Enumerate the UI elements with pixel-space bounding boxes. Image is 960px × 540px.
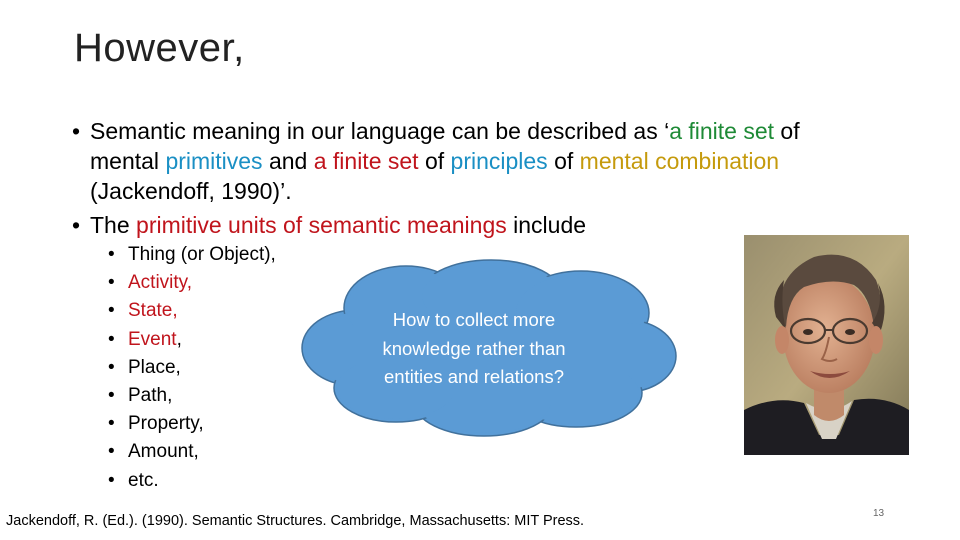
unit-label: Event	[128, 328, 177, 350]
highlight-finite-set: a finite set	[669, 118, 775, 144]
unit-label: Thing (or Object),	[128, 244, 276, 265]
bullet2-text-b: include	[506, 212, 587, 238]
page-number: 13	[873, 508, 885, 519]
slide-body	[70, 116, 900, 240]
highlight-primitives: primitives	[165, 148, 263, 174]
unit-label: etc.	[128, 469, 159, 491]
unit-list-item	[108, 269, 276, 297]
unit-list-item	[108, 382, 276, 410]
bullet2-text-a: The	[90, 212, 137, 238]
unit-list-item	[108, 438, 276, 466]
cloud-line: How to collect more	[392, 309, 556, 330]
bullet-dot: •	[72, 118, 81, 144]
bullet-dot: •	[108, 385, 115, 407]
highlight-principles: principles	[450, 148, 548, 174]
unit-label: Activity,	[128, 272, 193, 294]
bullet-dot: •	[108, 300, 115, 322]
cloud-line: knowledge rather than	[382, 337, 566, 359]
bullet-dot: •	[108, 469, 115, 491]
unit-list-item	[108, 241, 276, 269]
bullet-dot: •	[108, 413, 115, 435]
cloud-question	[336, 306, 612, 392]
bullet1-text-g: (Jackendoff, 1990)’.	[90, 178, 292, 204]
bullet-dot: •	[108, 244, 115, 265]
unit-list-item	[108, 410, 276, 438]
bullet-dot: •	[108, 356, 115, 378]
unit-label: Place,	[128, 356, 181, 378]
bullet-dot: •	[108, 272, 115, 294]
unit-label: Path,	[128, 385, 173, 407]
unit-label: State,	[128, 300, 178, 322]
unit-label: Property,	[128, 413, 204, 435]
slide-title: However,	[74, 26, 245, 70]
highlight-finite-set-2: a finite set	[313, 148, 419, 174]
unit-suffix: ,	[176, 328, 182, 350]
jackendoff-portrait-photo	[744, 235, 909, 455]
citation-reference: Jackendoff, R. (Ed.). (1990). Semantic Structures. Cambridge, Massachusetts: MIT Press.	[6, 513, 585, 529]
unit-label: Amount,	[128, 441, 199, 463]
unit-list-item	[108, 354, 276, 382]
bullet-dot: •	[108, 441, 115, 463]
highlight-mental-combination: mental combination	[579, 148, 780, 174]
cloud-line: entities and relations?	[384, 366, 564, 387]
bullet1-text-d: and	[262, 148, 314, 174]
primitive-units-list	[108, 241, 276, 495]
highlight-primitive-units: primitive units of semantic meanings	[136, 212, 507, 238]
bullet-definition	[70, 116, 900, 206]
unit-list-item	[108, 467, 276, 495]
bullet1-text-f: of	[547, 148, 580, 174]
bullet1-text-c: mental	[90, 148, 166, 174]
unit-list-item	[108, 326, 276, 354]
bullet1-text-a: Semantic meaning in our language can be described as ‘	[90, 118, 670, 144]
bullet-dot: •	[108, 328, 115, 350]
bullet1-text-e: of	[418, 148, 451, 174]
unit-list-item	[108, 297, 276, 325]
bullet1-text-b: of	[774, 118, 800, 144]
bullet-dot: •	[72, 212, 81, 238]
